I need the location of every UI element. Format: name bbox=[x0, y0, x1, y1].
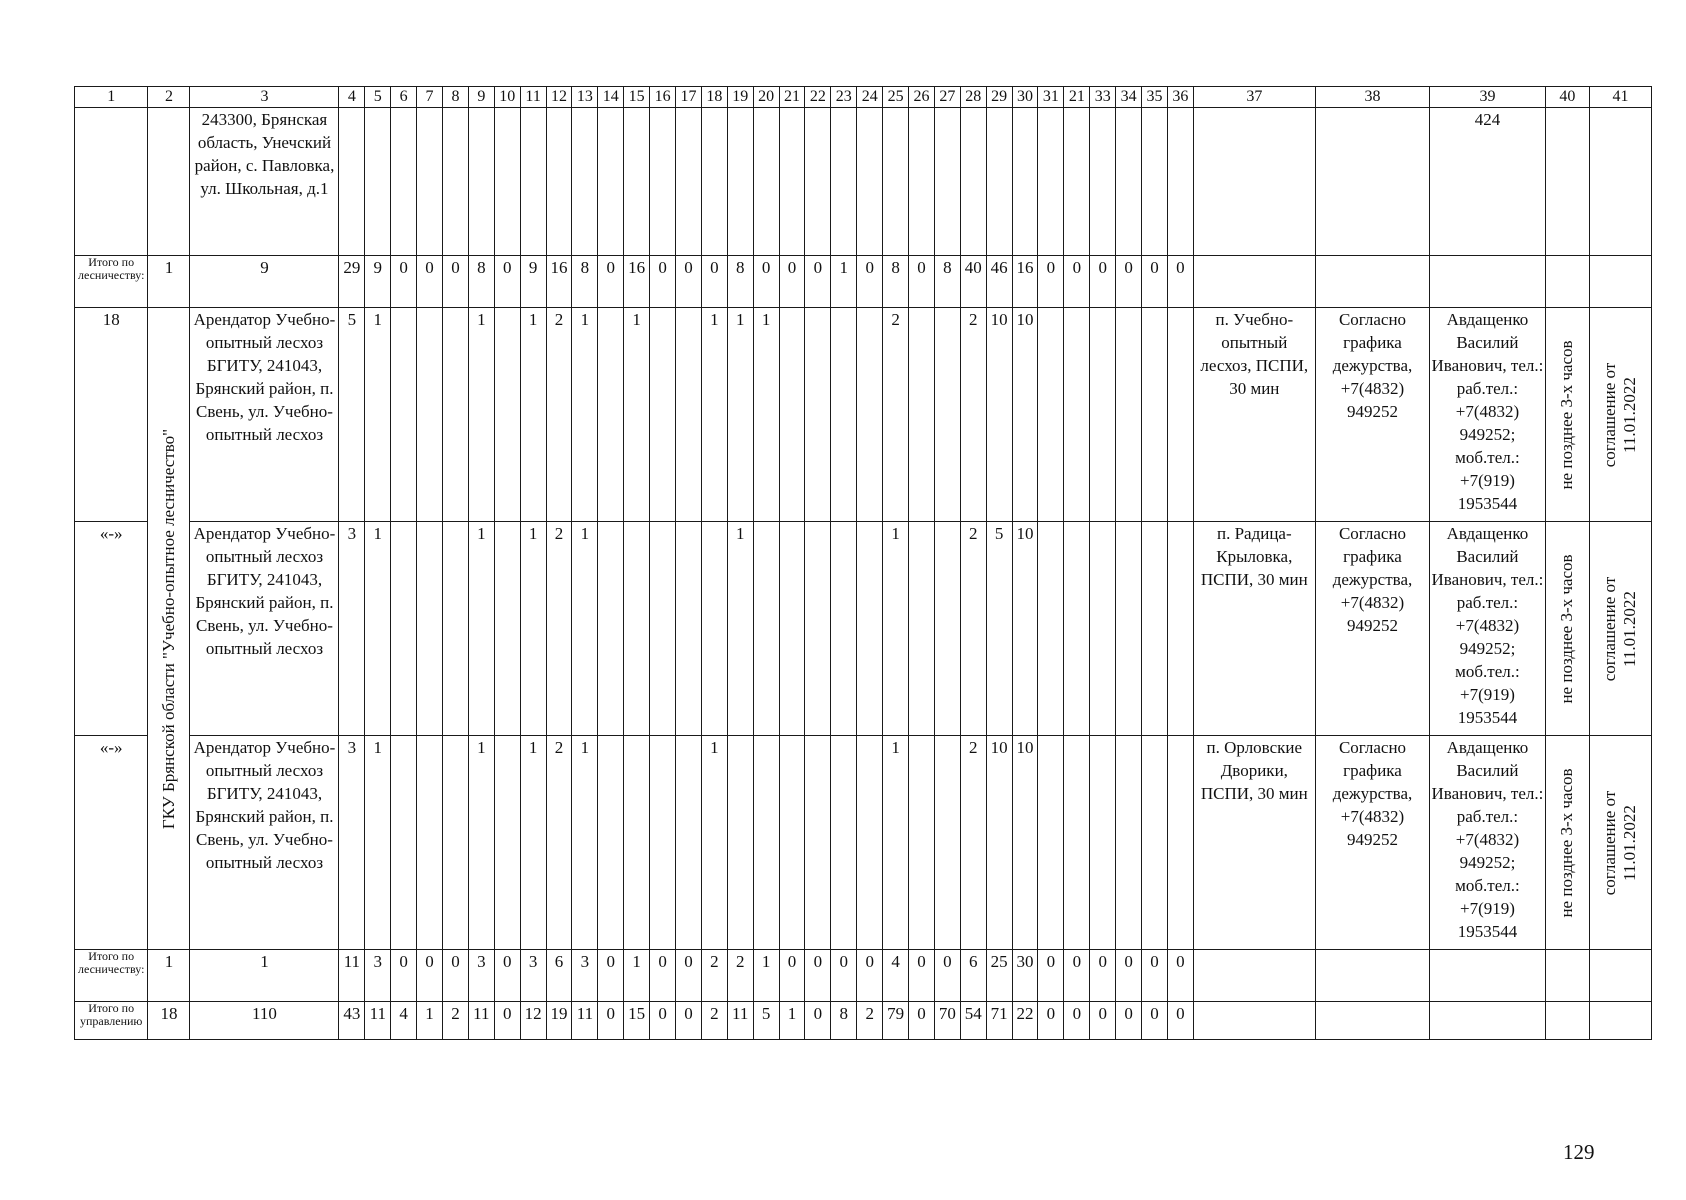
value-cell: 1 bbox=[365, 308, 391, 522]
value-cell: 5 bbox=[986, 522, 1012, 736]
value-cell: 0 bbox=[805, 256, 831, 308]
value-cell: 3 bbox=[572, 950, 598, 1002]
value-cell bbox=[1090, 308, 1116, 522]
value-cell: 1 bbox=[727, 308, 753, 522]
column-header: 20 bbox=[753, 87, 779, 108]
column-header: 41 bbox=[1589, 87, 1651, 108]
agreement-line: соглашение от bbox=[1600, 790, 1620, 895]
row-number: 18 bbox=[75, 308, 148, 522]
value-cell bbox=[857, 522, 883, 736]
schedule-cell: Согласно графика дежурства, +7(4832) 949252 bbox=[1315, 522, 1429, 736]
value-cell: 2 bbox=[546, 522, 572, 736]
value-cell bbox=[624, 736, 650, 950]
value-cell bbox=[934, 522, 960, 736]
count-cell: 1 bbox=[148, 950, 190, 1002]
column-header: 9 bbox=[468, 87, 494, 108]
value-cell bbox=[1167, 522, 1193, 736]
lessee-cell: Арендатор Учебно-опытный лесхоз БГИТУ, 241043, Брянский район, п. Свень, ул. Учебно-опытный лесхоз bbox=[190, 522, 339, 736]
value-cell: 1 bbox=[753, 308, 779, 522]
value-cell: 3 bbox=[520, 950, 546, 1002]
column-header: 8 bbox=[443, 87, 469, 108]
deadline-text: не позднее 3-х часов bbox=[1557, 553, 1577, 704]
column-header: 37 bbox=[1193, 87, 1315, 108]
value-cell bbox=[1064, 308, 1090, 522]
agreement-cell bbox=[1589, 308, 1651, 522]
value-cell: 6 bbox=[546, 950, 572, 1002]
value-cell: 8 bbox=[934, 256, 960, 308]
value-cell bbox=[417, 736, 443, 950]
value-cell: 0 bbox=[857, 256, 883, 308]
value-cell bbox=[1038, 522, 1064, 736]
value-cell bbox=[805, 736, 831, 950]
value-cell bbox=[624, 522, 650, 736]
value-cell bbox=[1090, 736, 1116, 950]
column-header: 12 bbox=[546, 87, 572, 108]
location-cell: п. Учебно-опытный лесхоз, ПСПИ, 30 мин bbox=[1193, 308, 1315, 522]
address-row bbox=[75, 108, 1652, 256]
value-cell bbox=[443, 736, 469, 950]
value-cell bbox=[494, 308, 520, 522]
value-cell bbox=[857, 308, 883, 522]
lessee-cell: Арендатор Учебно-опытный лесхоз БГИТУ, 241043, Брянский район, п. Свень, ул. Учебно-опытный лесхоз bbox=[190, 736, 339, 950]
value-cell: 2 bbox=[546, 308, 572, 522]
agreement-date: 11.01.2022 bbox=[1620, 376, 1640, 453]
value-cell: 0 bbox=[676, 950, 702, 1002]
value-cell: 29 bbox=[339, 256, 365, 308]
value-cell: 1 bbox=[624, 308, 650, 522]
value-cell: 0 bbox=[1038, 1002, 1064, 1040]
value-cell bbox=[779, 308, 805, 522]
value-cell: 0 bbox=[417, 950, 443, 1002]
count-cell: 9 bbox=[190, 256, 339, 308]
value-cell bbox=[417, 522, 443, 736]
value-cell: 2 bbox=[546, 736, 572, 950]
agreement-text bbox=[1600, 790, 1640, 895]
value-cell: 0 bbox=[598, 950, 624, 1002]
value-cell: 1 bbox=[883, 522, 909, 736]
column-header: 26 bbox=[909, 87, 935, 108]
column-header: 10 bbox=[494, 87, 520, 108]
value-cell: 0 bbox=[779, 256, 805, 308]
value-cell bbox=[753, 736, 779, 950]
column-header: 5 bbox=[365, 87, 391, 108]
agreement-cell bbox=[1589, 736, 1651, 950]
value-cell: 1 bbox=[572, 308, 598, 522]
value-cell bbox=[1116, 522, 1142, 736]
value-cell bbox=[598, 308, 624, 522]
value-cell: 2 bbox=[960, 736, 986, 950]
value-cell: 1 bbox=[468, 308, 494, 522]
value-cell bbox=[1167, 736, 1193, 950]
value-cell bbox=[909, 522, 935, 736]
value-cell: 16 bbox=[546, 256, 572, 308]
row-label: Итого по лесничеству: bbox=[75, 256, 148, 308]
value-cell: 0 bbox=[934, 950, 960, 1002]
value-cell: 1 bbox=[520, 308, 546, 522]
value-cell: 1 bbox=[779, 1002, 805, 1040]
value-cell: 1 bbox=[727, 522, 753, 736]
deadline-cell bbox=[1545, 736, 1589, 950]
value-cell: 1 bbox=[520, 522, 546, 736]
value-cell: 70 bbox=[934, 1002, 960, 1040]
agreement-cell bbox=[1589, 522, 1651, 736]
value-cell: 0 bbox=[1142, 950, 1168, 1002]
value-cell: 30 bbox=[1012, 950, 1038, 1002]
value-cell bbox=[494, 522, 520, 736]
contact-cell: Авдащенко Василий Иванович, тел.: раб.тел.: +7(4832) 949252; моб.тел.: +7(919) 1953544 bbox=[1430, 522, 1545, 736]
forestry-table-page bbox=[74, 86, 1652, 1164]
column-header: 2 bbox=[148, 87, 190, 108]
value-cell: 10 bbox=[1012, 736, 1038, 950]
value-cell: 1 bbox=[468, 736, 494, 950]
value-cell: 1 bbox=[572, 522, 598, 736]
value-cell: 0 bbox=[831, 950, 857, 1002]
value-cell: 11 bbox=[727, 1002, 753, 1040]
lessee-row bbox=[75, 736, 1652, 950]
value-cell: 5 bbox=[339, 308, 365, 522]
value-cell bbox=[391, 736, 417, 950]
value-cell: 2 bbox=[960, 522, 986, 736]
value-cell bbox=[779, 736, 805, 950]
value-cell: 79 bbox=[883, 1002, 909, 1040]
value-cell: 0 bbox=[805, 950, 831, 1002]
value-cell: 16 bbox=[624, 256, 650, 308]
count-cell: 110 bbox=[190, 1002, 339, 1040]
value-cell bbox=[1167, 308, 1193, 522]
column-header: 1 bbox=[75, 87, 148, 108]
value-cell: 10 bbox=[986, 308, 1012, 522]
value-cell: 1 bbox=[753, 950, 779, 1002]
value-cell: 4 bbox=[391, 1002, 417, 1040]
value-cell: 0 bbox=[650, 950, 676, 1002]
value-cell bbox=[934, 736, 960, 950]
agreement-date: 11.01.2022 bbox=[1620, 590, 1640, 667]
value-cell: 2 bbox=[443, 1002, 469, 1040]
value-cell: 1 bbox=[572, 736, 598, 950]
value-cell: 71 bbox=[986, 1002, 1012, 1040]
value-cell: 25 bbox=[986, 950, 1012, 1002]
column-header: 21 bbox=[779, 87, 805, 108]
column-header: 17 bbox=[676, 87, 702, 108]
value-cell: 0 bbox=[1167, 256, 1193, 308]
value-cell: 1 bbox=[701, 736, 727, 950]
agreement-line: соглашение от bbox=[1600, 362, 1620, 467]
value-cell: 0 bbox=[753, 256, 779, 308]
column-header: 30 bbox=[1012, 87, 1038, 108]
value-cell: 0 bbox=[676, 1002, 702, 1040]
count-cell: 1 bbox=[148, 256, 190, 308]
value-cell: 0 bbox=[1064, 1002, 1090, 1040]
value-cell: 9 bbox=[520, 256, 546, 308]
value-cell: 0 bbox=[1167, 950, 1193, 1002]
value-cell: 0 bbox=[1090, 950, 1116, 1002]
deadline-text: не позднее 3-х часов bbox=[1557, 767, 1577, 918]
contact-cell: Авдащенко Василий Иванович, тел.: раб.тел.: +7(4832) 949252; моб.тел.: +7(919) 1953544 bbox=[1430, 736, 1545, 950]
value-cell bbox=[1038, 308, 1064, 522]
value-cell: 0 bbox=[443, 256, 469, 308]
column-header: 29 bbox=[986, 87, 1012, 108]
column-header: 14 bbox=[598, 87, 624, 108]
value-cell: 10 bbox=[1012, 522, 1038, 736]
agreement-date: 11.01.2022 bbox=[1620, 804, 1640, 881]
value-cell: 0 bbox=[391, 256, 417, 308]
location-cell: п. Орловские Дворики, ПСПИ, 30 мин bbox=[1193, 736, 1315, 950]
subtotal1-row bbox=[75, 256, 1652, 308]
value-cell: 43 bbox=[339, 1002, 365, 1040]
column-header: 39 bbox=[1430, 87, 1545, 108]
value-cell: 6 bbox=[960, 950, 986, 1002]
value-cell: 2 bbox=[701, 1002, 727, 1040]
value-cell: 40 bbox=[960, 256, 986, 308]
column-header: 40 bbox=[1545, 87, 1589, 108]
column-number-row bbox=[75, 87, 1652, 108]
value-cell bbox=[779, 522, 805, 736]
value-cell bbox=[650, 522, 676, 736]
value-cell: 11 bbox=[572, 1002, 598, 1040]
value-cell: 3 bbox=[339, 736, 365, 950]
contact-cell: Авдащенко Василий Иванович, тел.: раб.тел.: +7(4832) 949252; моб.тел.: +7(919) 1953544 bbox=[1430, 308, 1545, 522]
value-cell: 1 bbox=[520, 736, 546, 950]
value-cell bbox=[676, 308, 702, 522]
value-cell: 16 bbox=[1012, 256, 1038, 308]
value-cell: 3 bbox=[339, 522, 365, 736]
agreement-text bbox=[1600, 362, 1640, 467]
value-cell: 0 bbox=[857, 950, 883, 1002]
value-cell: 10 bbox=[986, 736, 1012, 950]
value-cell: 0 bbox=[1090, 256, 1116, 308]
value-cell bbox=[1116, 736, 1142, 950]
count-cell: 18 bbox=[148, 1002, 190, 1040]
value-cell: 0 bbox=[598, 256, 624, 308]
value-cell: 0 bbox=[391, 950, 417, 1002]
value-cell: 19 bbox=[546, 1002, 572, 1040]
value-cell: 0 bbox=[417, 256, 443, 308]
value-cell bbox=[1142, 736, 1168, 950]
column-header: 19 bbox=[727, 87, 753, 108]
value-cell: 0 bbox=[1116, 256, 1142, 308]
value-cell: 0 bbox=[909, 1002, 935, 1040]
column-header: 33 bbox=[1090, 87, 1116, 108]
row-number: «-» bbox=[75, 736, 148, 950]
value-cell bbox=[650, 736, 676, 950]
schedule-cell: Согласно графика дежурства, +7(4832) 949252 bbox=[1315, 736, 1429, 950]
value-cell: 46 bbox=[986, 256, 1012, 308]
value-cell: 0 bbox=[1142, 256, 1168, 308]
forestry-name-cell bbox=[148, 308, 190, 950]
value-cell bbox=[598, 736, 624, 950]
value-cell: 8 bbox=[572, 256, 598, 308]
value-cell: 0 bbox=[598, 1002, 624, 1040]
row-number: «-» bbox=[75, 522, 148, 736]
column-header: 25 bbox=[883, 87, 909, 108]
value-cell bbox=[391, 522, 417, 736]
value-cell: 1 bbox=[468, 522, 494, 736]
value-cell: 2 bbox=[727, 950, 753, 1002]
value-cell bbox=[805, 522, 831, 736]
lessee-row bbox=[75, 308, 1652, 522]
value-cell: 11 bbox=[365, 1002, 391, 1040]
value-cell bbox=[909, 308, 935, 522]
value-cell: 1 bbox=[365, 522, 391, 736]
value-cell: 1 bbox=[624, 950, 650, 1002]
value-cell bbox=[443, 308, 469, 522]
deadline-cell bbox=[1545, 522, 1589, 736]
value-cell: 0 bbox=[443, 950, 469, 1002]
value-cell: 12 bbox=[520, 1002, 546, 1040]
column-header: 6 bbox=[391, 87, 417, 108]
total-row bbox=[75, 1002, 1652, 1040]
value-cell: 15 bbox=[624, 1002, 650, 1040]
column-header: 28 bbox=[960, 87, 986, 108]
value-cell: 4 bbox=[883, 950, 909, 1002]
value-cell bbox=[417, 308, 443, 522]
value-cell: 8 bbox=[727, 256, 753, 308]
value-cell: 22 bbox=[1012, 1002, 1038, 1040]
value-cell: 8 bbox=[831, 1002, 857, 1040]
column-header: 7 bbox=[417, 87, 443, 108]
column-header: 36 bbox=[1167, 87, 1193, 108]
value-cell: 0 bbox=[701, 256, 727, 308]
value-cell bbox=[934, 308, 960, 522]
value-cell: 0 bbox=[779, 950, 805, 1002]
address-cell: 243300, Брянская область, Унечский район, с. Павловка, ул. Школьная, д.1 bbox=[190, 108, 339, 256]
row-label: Итого по управлению bbox=[75, 1002, 148, 1040]
value-cell bbox=[1116, 308, 1142, 522]
value-cell bbox=[1064, 522, 1090, 736]
value-cell bbox=[650, 308, 676, 522]
column-header: 34 bbox=[1116, 87, 1142, 108]
value-cell: 8 bbox=[468, 256, 494, 308]
column-header: 3 bbox=[190, 87, 339, 108]
value-cell: 3 bbox=[365, 950, 391, 1002]
agreement-line: соглашение от bbox=[1600, 576, 1620, 681]
column-header: 13 bbox=[572, 87, 598, 108]
value-cell: 2 bbox=[857, 1002, 883, 1040]
value-cell: 11 bbox=[468, 1002, 494, 1040]
value-cell bbox=[676, 522, 702, 736]
value-cell bbox=[443, 522, 469, 736]
value-cell: 2 bbox=[701, 950, 727, 1002]
value-cell bbox=[701, 522, 727, 736]
value-cell: 0 bbox=[650, 256, 676, 308]
column-header: 4 bbox=[339, 87, 365, 108]
value-cell: 0 bbox=[494, 256, 520, 308]
value-cell: 0 bbox=[1038, 950, 1064, 1002]
value-cell: 1 bbox=[365, 736, 391, 950]
location-cell: п. Радица-Крыловка, ПСПИ, 30 мин bbox=[1193, 522, 1315, 736]
value-cell bbox=[857, 736, 883, 950]
column-header: 18 bbox=[701, 87, 727, 108]
agreement-text bbox=[1600, 576, 1640, 681]
column-header: 23 bbox=[831, 87, 857, 108]
column-header: 21 bbox=[1064, 87, 1090, 108]
column-header: 38 bbox=[1315, 87, 1429, 108]
value-cell bbox=[1142, 308, 1168, 522]
value-cell: 0 bbox=[650, 1002, 676, 1040]
value-cell: 11 bbox=[339, 950, 365, 1002]
value-cell: 0 bbox=[1142, 1002, 1168, 1040]
column-header: 27 bbox=[934, 87, 960, 108]
value-cell: 9 bbox=[365, 256, 391, 308]
column-header: 24 bbox=[857, 87, 883, 108]
forestry-name: ГКУ Брянской области "Учебно-опытное лесничество" bbox=[158, 428, 178, 829]
value-cell: 0 bbox=[494, 1002, 520, 1040]
column-header: 11 bbox=[520, 87, 546, 108]
forestry-fire-table bbox=[74, 86, 1652, 1040]
value-cell bbox=[1090, 522, 1116, 736]
value-cell bbox=[1142, 522, 1168, 736]
value-cell bbox=[909, 736, 935, 950]
value-cell: 0 bbox=[1064, 950, 1090, 1002]
deadline-text: не позднее 3-х часов bbox=[1557, 339, 1577, 490]
value-cell bbox=[391, 308, 417, 522]
count-cell: 1 bbox=[190, 950, 339, 1002]
schedule-cell: Согласно графика дежурства, +7(4832) 949252 bbox=[1315, 308, 1429, 522]
value-cell bbox=[1064, 736, 1090, 950]
value-cell bbox=[831, 736, 857, 950]
value-cell: 10 bbox=[1012, 308, 1038, 522]
value-cell: 0 bbox=[1167, 1002, 1193, 1040]
column-header: 35 bbox=[1142, 87, 1168, 108]
lessee-row bbox=[75, 522, 1652, 736]
value-cell: 5 bbox=[753, 1002, 779, 1040]
value-cell: 0 bbox=[1116, 950, 1142, 1002]
value-cell bbox=[831, 522, 857, 736]
value-cell: 1 bbox=[831, 256, 857, 308]
value-cell bbox=[753, 522, 779, 736]
column-header: 15 bbox=[624, 87, 650, 108]
column-header: 16 bbox=[650, 87, 676, 108]
value-cell: 8 bbox=[883, 256, 909, 308]
column-header: 31 bbox=[1038, 87, 1064, 108]
value-cell bbox=[676, 736, 702, 950]
value-cell: 3 bbox=[468, 950, 494, 1002]
value-cell: 0 bbox=[1038, 256, 1064, 308]
value-cell: 1 bbox=[417, 1002, 443, 1040]
row-label: Итого по лесничеству: bbox=[75, 950, 148, 1002]
value-cell: 0 bbox=[676, 256, 702, 308]
page-number: 129 bbox=[1563, 1140, 1595, 1164]
value-cell: 2 bbox=[883, 308, 909, 522]
subtotal2-row bbox=[75, 950, 1652, 1002]
value-cell: 2 bbox=[960, 308, 986, 522]
value-cell: 0 bbox=[909, 950, 935, 1002]
column-header: 22 bbox=[805, 87, 831, 108]
value-cell: 0 bbox=[805, 1002, 831, 1040]
value-cell bbox=[494, 736, 520, 950]
value-cell bbox=[1038, 736, 1064, 950]
value-cell bbox=[598, 522, 624, 736]
deadline-cell bbox=[1545, 308, 1589, 522]
value-cell: 0 bbox=[909, 256, 935, 308]
value-cell: 0 bbox=[494, 950, 520, 1002]
value-cell: 54 bbox=[960, 1002, 986, 1040]
lessee-cell: Арендатор Учебно-опытный лесхоз БГИТУ, 241043, Брянский район, п. Свень, ул. Учебно-опытный лесхоз bbox=[190, 308, 339, 522]
value-cell bbox=[727, 736, 753, 950]
contact-cell: 424 bbox=[1430, 108, 1545, 256]
value-cell: 0 bbox=[1116, 1002, 1142, 1040]
value-cell: 0 bbox=[1090, 1002, 1116, 1040]
value-cell: 1 bbox=[883, 736, 909, 950]
value-cell: 1 bbox=[701, 308, 727, 522]
value-cell bbox=[831, 308, 857, 522]
value-cell bbox=[805, 308, 831, 522]
value-cell: 0 bbox=[1064, 256, 1090, 308]
